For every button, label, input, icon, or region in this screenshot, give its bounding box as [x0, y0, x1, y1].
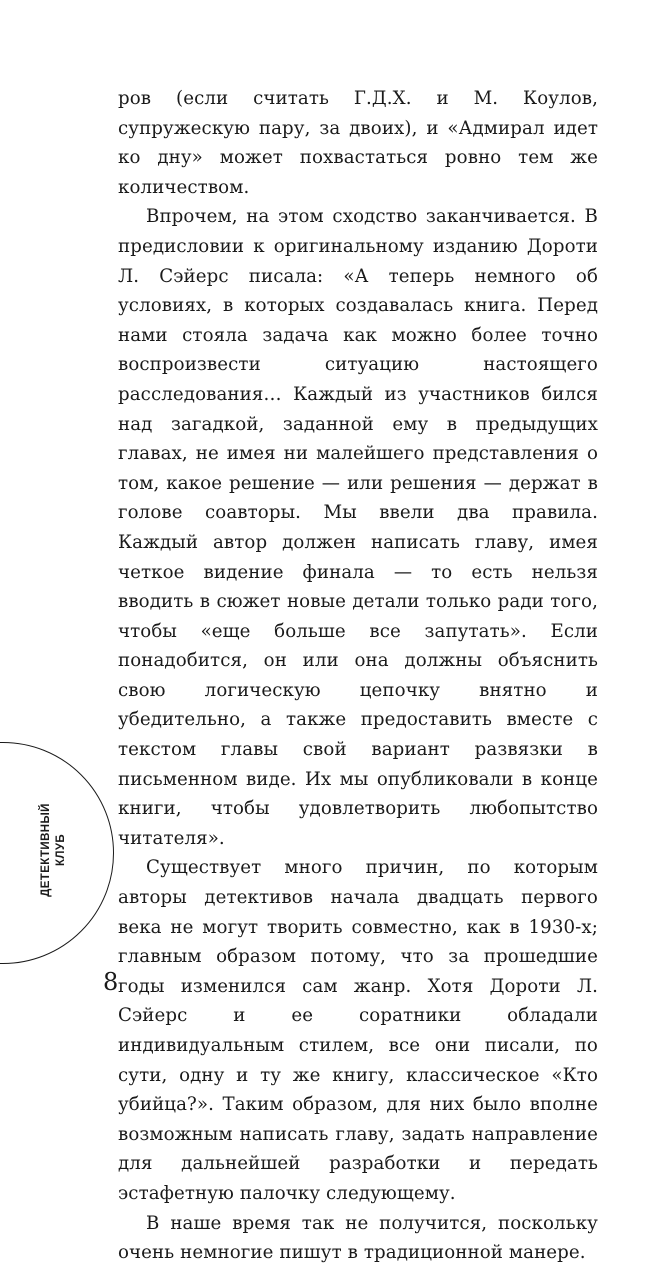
body-text — [118, 84, 598, 1268]
paragraph-4: В наше время так не получится, поскольку очень немногие пишут в традиционной манере. — [118, 1212, 598, 1264]
paragraph-2: Впрочем, на этом сходство заканчивается. В предисловии к оригинальному изданию Дороти Л. Сэйерс писала: «А теперь немного об условиях, в которых создавалась книга. Перед нами стояла задача как можно более точно воспроизвести ситуацию настоящего расследования… Каждый из участников бился над загадкой, заданной ему в предыдущих главах, не имея ни малейшего представления о том, какое решение — или решения — держат в голове соавторы. Мы ввели два правила. Каждый автор должен написать главу, имея четкое видение финала — то есть нельзя вводить в сюжет новые детали только ради того, чтобы «еще больше все запутать». Если понадобится, он или она должны объяснить свою логическую цепочку внятно и убедительно, а также предоставить вместе с текстом главы свой вариант развязки в письменном виде. Их мы опубликовали в конце книги, чтобы удовлетворить любопытство читателя». — [118, 206, 598, 849]
series-badge-line2: КЛУБ — [55, 833, 67, 867]
paragraph-3: Существует много причин, по которым авторы детективов начала двадцать первого века не могут творить совместно, как в 1930-х; главным образом потому, что за прошедшие годы изменился сам жанр. Хотя Дороти Л. Сэйерс и ее соратники обладали индивидуальным стилем, все они писали, по сути, одну и ту же книгу, классическое «Кто убийца?». Таким образом, для них было вполне возможным написать главу, задать направление для дальнейшей разработки и передать эстафетную палочку следующему. — [118, 857, 598, 1204]
paragraph-1: ров (если считать Г.Д.Х. и М. Коулов, супружескую пару, за двоих), и «Адмирал идет ко дну» может похвастаться ровно тем же количеством. — [118, 88, 598, 198]
page-number: 8 — [103, 968, 119, 996]
series-badge-line1: ДЕТЕКТИВНЫЙ — [40, 803, 52, 897]
